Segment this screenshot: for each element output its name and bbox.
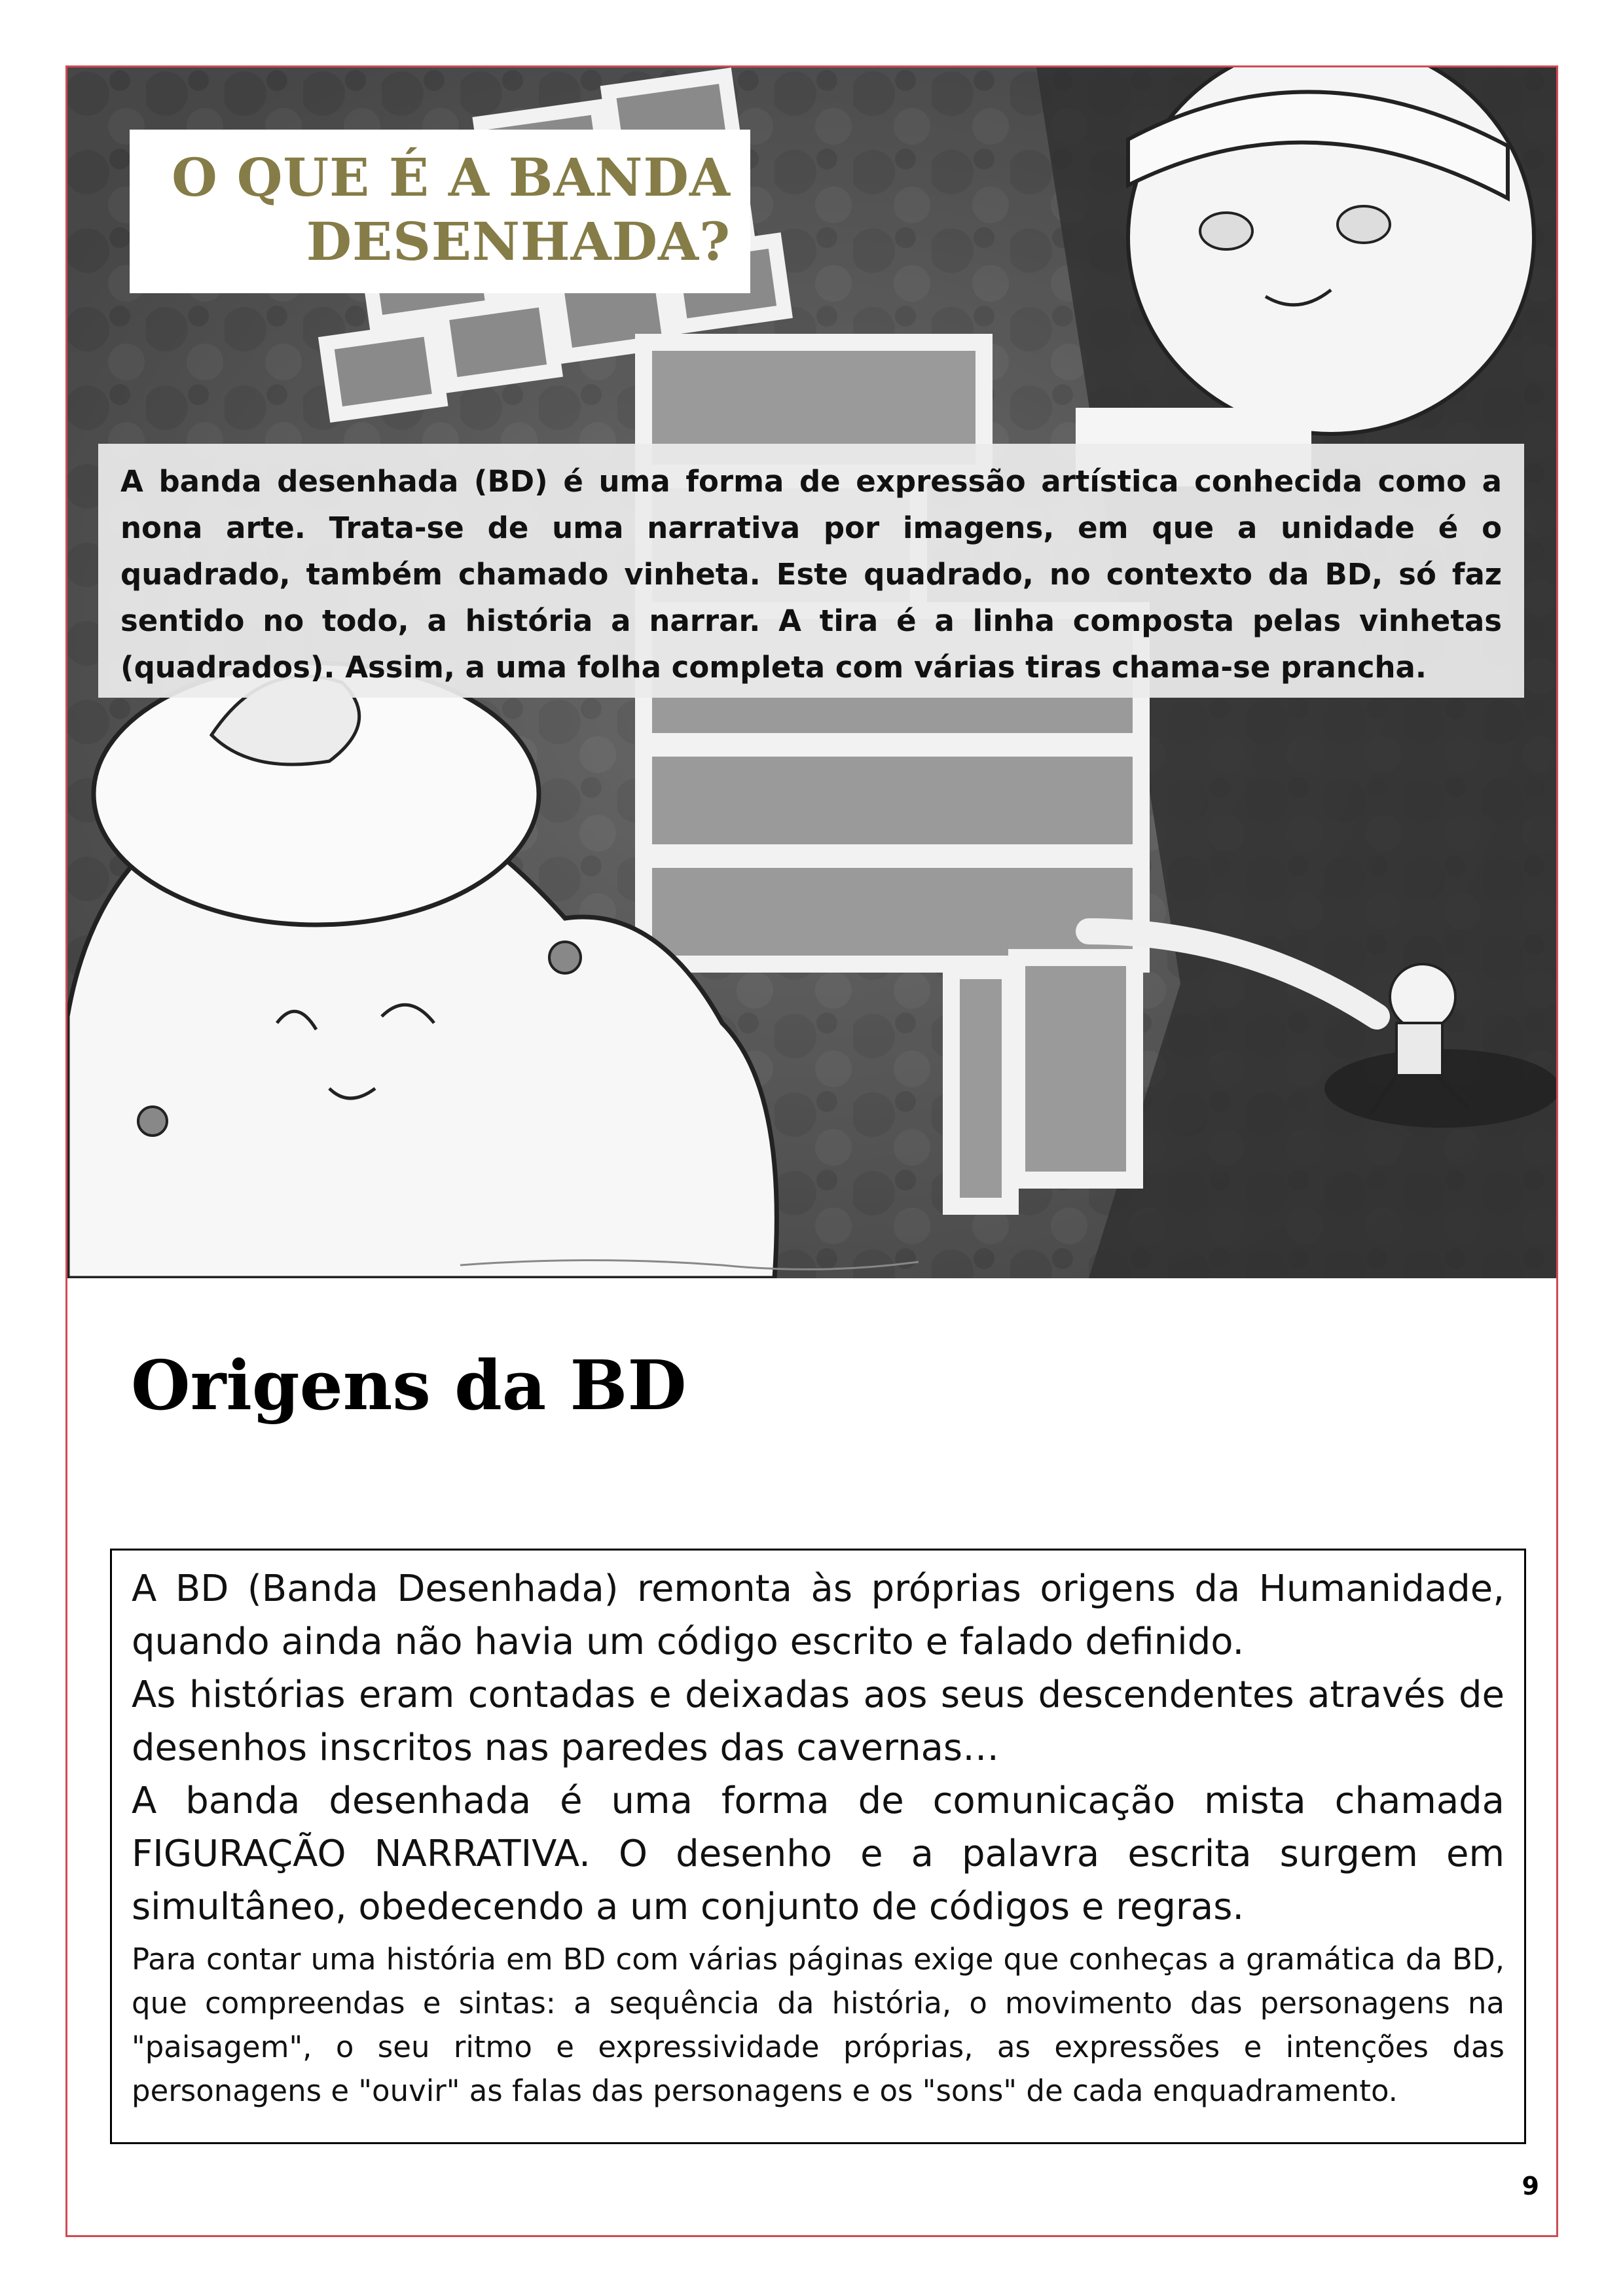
section-title: Origens da BD <box>131 1345 687 1426</box>
page-title-line1: O QUE É A BANDA <box>172 147 731 208</box>
page-number: 9 <box>1522 2172 1539 2200</box>
page-title-line2: DESENHADA? <box>306 211 731 272</box>
origins-paragraph-4: Para contar uma história em BD com várias páginas exige que conheças a gramática da BD, que compreendas e sintas: a sequência da história, o movimento das personagens na "paisagem", o seu ritmo e expressividade próprias, as expressões e intenções das personagens e "ouvir" as falas das personagens e os "sons" de cada enquadramento. <box>132 1942 1504 2108</box>
origins-paragraph-3: A banda desenhada é uma forma de comunicação mista chamada FIGURAÇÃO NARRATIVA. O desenho e a palavra escrita surgem em simultâneo, obedecendo a um conjunto de códigos e regras. <box>132 1780 1504 1928</box>
intro-text: A banda desenhada (BD) é uma forma de expressão artística conhecida como a nona arte. Trata-se de uma narrativa por imagens, em que a unidade é o quadrado, também chamado vinheta. Este quadrado, no contexto da BD, só faz sentido no todo, a história a narrar. A tira é a linha composta pelas vinhetas (quadrados). Assim, a uma folha completa com várias tiras chama-se prancha. <box>120 464 1502 685</box>
origins-text-box <box>110 1549 1526 2144</box>
origins-paragraph-2: As histórias eram contadas e deixadas aos seus descendentes através de desenhos inscritos nas paredes das cavernas… <box>132 1674 1504 1769</box>
origins-paragraph-1: A BD (Banda Desenhada) remonta às próprias origens da Humanidade, quando ainda não havia um código escrito e falado definido. <box>132 1568 1504 1663</box>
intro-box <box>98 444 1524 698</box>
title-box <box>130 130 750 293</box>
